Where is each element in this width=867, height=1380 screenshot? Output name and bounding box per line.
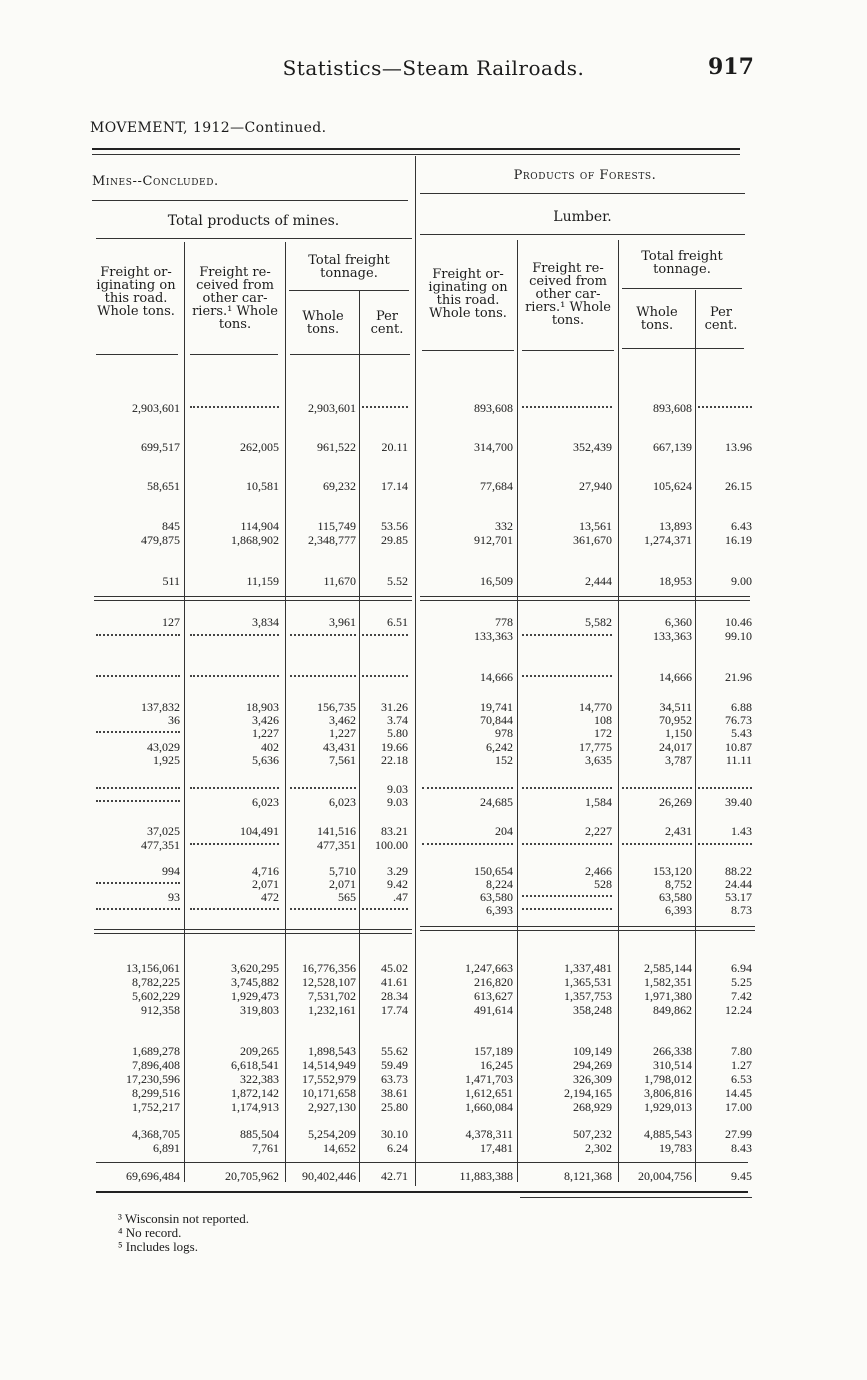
table-cell: 8,224: [486, 877, 513, 891]
table-cell: 5.52: [387, 574, 408, 588]
table-cell: 7,761: [252, 1141, 279, 1155]
leader-dots: [522, 891, 612, 897]
table-cell: 24,017: [659, 740, 692, 754]
table-cell: 310,514: [653, 1058, 692, 1072]
table-cell: 69,696,484: [126, 1169, 180, 1183]
table-cell: 12,528,107: [302, 975, 356, 989]
leader-dots: [190, 630, 279, 636]
table-cell: 6.88: [731, 700, 752, 714]
table-cell: 36: [168, 713, 180, 727]
table-cell: 13,561: [579, 519, 612, 533]
table-cell: 3,961: [329, 615, 356, 629]
table-cell: 137,832: [141, 700, 180, 714]
table-cell: 43,431: [323, 740, 356, 754]
table-cell: 6.94: [731, 961, 752, 975]
table-cell: 104,491: [240, 824, 279, 838]
group-heading-mines: Total products of mines.: [167, 213, 340, 229]
table-cell: 1,365,531: [564, 975, 612, 989]
table-cell: 153,120: [653, 864, 692, 878]
table-cell: 16.19: [725, 533, 752, 547]
table-cell: 3,806,816: [644, 1086, 692, 1100]
table-cell: 27,940: [579, 479, 612, 493]
table-cell: 141,516: [317, 824, 356, 838]
table-cell: 172: [594, 726, 612, 740]
table-cell: 99.10: [725, 629, 752, 643]
col-header-mines-total: Total freight tonnage.: [308, 253, 390, 281]
leader-dots: [190, 402, 279, 408]
table-cell: 17,775: [579, 740, 612, 754]
table-cell: 14,652: [323, 1141, 356, 1155]
table-cell: 778: [495, 615, 513, 629]
page-number: 917: [708, 54, 754, 80]
table-cell: 2,348,777: [308, 533, 356, 547]
table-cell: 18,903: [246, 700, 279, 714]
table-cell: 978: [495, 726, 513, 740]
leader-dots: [422, 839, 513, 845]
table-cell: 322,383: [240, 1072, 279, 1086]
running-title: Statistics—Steam Railroads.: [282, 56, 585, 80]
table-cell: 38.61: [381, 1086, 408, 1100]
leader-dots: [96, 727, 180, 733]
leader-dots: [290, 904, 356, 910]
table-cell: 7.80: [731, 1044, 752, 1058]
table-cell: 1,357,753: [564, 989, 612, 1003]
table-cell: 1,925: [153, 753, 180, 767]
table-cell: 10.87: [725, 740, 752, 754]
table-cell: 1,174,913: [231, 1100, 279, 1114]
leader-dots: [522, 783, 612, 789]
table-cell: 319,803: [240, 1003, 279, 1017]
table-cell: 3.74: [387, 713, 408, 727]
leader-dots: [422, 783, 513, 789]
table-cell: 5.43: [731, 726, 752, 740]
table-cell: 63,580: [659, 890, 692, 904]
table-cell: 1,929,013: [644, 1100, 692, 1114]
table-cell: 994: [162, 864, 180, 878]
table-cell: 83.21: [381, 824, 408, 838]
table-cell: 41.61: [381, 975, 408, 989]
table-cell: 6,618,541: [231, 1058, 279, 1072]
table-cell: 893,608: [653, 401, 692, 415]
table-cell: 8,121,368: [564, 1169, 612, 1183]
leader-dots: [622, 839, 692, 845]
table-cell: 114,904: [240, 519, 279, 533]
table-cell: 1,227: [329, 726, 356, 740]
table-cell: 14,666: [480, 670, 513, 684]
leader-dots: [522, 402, 612, 408]
table-cell: 2,585,144: [644, 961, 692, 975]
table-cell: 9.03: [387, 795, 408, 809]
table-cell: 209,265: [240, 1044, 279, 1058]
table-cell: 10,581: [246, 479, 279, 493]
leader-dots: [290, 630, 356, 636]
table-cell: 477,351: [141, 838, 180, 852]
table-cell: 352,439: [573, 440, 612, 454]
table-cell: 31.26: [381, 700, 408, 714]
table-cell: 17.74: [381, 1003, 408, 1017]
table-cell: 20.11: [381, 440, 408, 454]
table-cell: 19.66: [381, 740, 408, 754]
table-cell: 2,444: [585, 574, 612, 588]
table-cell: 5,710: [329, 864, 356, 878]
table-cell: 885,504: [240, 1127, 279, 1141]
table-cell: 1,872,142: [231, 1086, 279, 1100]
table-cell: .47: [393, 890, 408, 904]
table-cell: 6,360: [665, 615, 692, 629]
table-cell: 6,393: [665, 903, 692, 917]
table-cell: 1,971,380: [644, 989, 692, 1003]
table-cell: 849,862: [653, 1003, 692, 1017]
table-cell: 150,654: [474, 864, 513, 878]
table-cell: 20,004,756: [638, 1169, 692, 1183]
table-cell: 8,752: [665, 877, 692, 891]
table-cell: 16,776,356: [302, 961, 356, 975]
table-cell: 16,509: [480, 574, 513, 588]
table-cell: 156,735: [317, 700, 356, 714]
table-cell: 361,670: [573, 533, 612, 547]
table-cell: 1,471,703: [465, 1072, 513, 1086]
section-heading-mines: Mines--Concluded.: [92, 174, 219, 189]
table-cell: 4,378,311: [465, 1127, 513, 1141]
table-cell: 88.22: [725, 864, 752, 878]
table-cell: 1,584: [585, 795, 612, 809]
table-cell: 76.73: [725, 713, 752, 727]
table-cell: 14,666: [659, 670, 692, 684]
table-cell: 59.49: [381, 1058, 408, 1072]
leader-dots: [190, 783, 279, 789]
table-cell: 2,903,601: [308, 401, 356, 415]
table-cell: 3,426: [252, 713, 279, 727]
table-cell: 1,689,278: [132, 1044, 180, 1058]
table-cell: 70,952: [659, 713, 692, 727]
table-cell: 6,242: [486, 740, 513, 754]
table-cell: 63,580: [480, 890, 513, 904]
table-cell: 26,269: [659, 795, 692, 809]
table-cell: 69,232: [323, 479, 356, 493]
table-cell: 6,393: [486, 903, 513, 917]
table-cell: 11,159: [246, 574, 279, 588]
table-cell: 3,635: [585, 753, 612, 767]
col-header-lumber-whole: Whole tons.: [636, 305, 678, 333]
table-cell: 115,749: [317, 519, 356, 533]
table-cell: 26.15: [725, 479, 752, 493]
table-cell: 93: [168, 890, 180, 904]
table-cell: 565: [338, 890, 356, 904]
footnote-4: ⁴ No record.: [118, 1225, 182, 1240]
table-cell: 8,299,516: [132, 1086, 180, 1100]
col-header-lumber-total: Total freight tonnage.: [641, 249, 723, 277]
table-cell: 14.45: [725, 1086, 752, 1100]
table-cell: 7.42: [731, 989, 752, 1003]
table-cell: 1,752,217: [132, 1100, 180, 1114]
table-cell: 22.18: [381, 753, 408, 767]
table-cell: 2,927,130: [308, 1100, 356, 1114]
table-cell: 77,684: [480, 479, 513, 493]
table-cell: 4,716: [252, 864, 279, 878]
table-cell: 14,770: [579, 700, 612, 714]
table-cell: 18,953: [659, 574, 692, 588]
table-cell: 24,685: [480, 795, 513, 809]
table-cell: 10,171,658: [302, 1086, 356, 1100]
table-cell: 9.42: [387, 877, 408, 891]
table-cell: 667,139: [653, 440, 692, 454]
table-cell: 152: [495, 753, 513, 767]
table-cell: 1.27: [731, 1058, 752, 1072]
footnote-3: ³ Wisconsin not reported.: [118, 1211, 249, 1226]
leader-dots: [290, 783, 356, 789]
table-cell: 912,701: [474, 533, 513, 547]
table-cell: 216,820: [474, 975, 513, 989]
table-cell: 63.73: [381, 1072, 408, 1086]
col-header-lumber-received: Freight re- ceived from other car- riers.¹ Whole tons.: [525, 261, 611, 328]
table-cell: 511: [162, 574, 180, 588]
table-cell: 204: [495, 824, 513, 838]
table-cell: 10.46: [725, 615, 752, 629]
table-cell: 2,227: [585, 824, 612, 838]
table-cell: 17.00: [725, 1100, 752, 1114]
table-cell: 613,627: [474, 989, 513, 1003]
table-cell: 472: [261, 890, 279, 904]
table-cell: 13.96: [725, 440, 752, 454]
table-cell: 37,025: [147, 824, 180, 838]
table-cell: 5.25: [731, 975, 752, 989]
table-cell: 6.51: [387, 615, 408, 629]
table-cell: 266,338: [653, 1044, 692, 1058]
table-cell: 17,552,979: [302, 1072, 356, 1086]
table-cell: 332: [495, 519, 513, 533]
table-cell: 699,517: [141, 440, 180, 454]
table-cell: 1.43: [731, 824, 752, 838]
col-header-lumber-percent: Per cent.: [704, 305, 738, 333]
col-header-mines-originating: Freight or- iginating on this road. Whole tons.: [96, 265, 176, 319]
table-cell: 8.73: [731, 903, 752, 917]
table-cell: 24.44: [725, 877, 752, 891]
table-cell: 2,071: [252, 877, 279, 891]
footnote-5: ⁵ Includes logs.: [118, 1239, 198, 1254]
table-cell: 43,029: [147, 740, 180, 754]
leader-dots: [698, 783, 752, 789]
table-cell: 1,337,481: [564, 961, 612, 975]
table-cell: 17.14: [381, 479, 408, 493]
table-cell: 4,368,705: [132, 1127, 180, 1141]
table-cell: 34,511: [659, 700, 692, 714]
leader-dots: [362, 904, 408, 910]
table-cell: 1,898,543: [308, 1044, 356, 1058]
leader-dots: [290, 671, 356, 677]
table-cell: 2,903,601: [132, 401, 180, 415]
table-cell: 1,274,371: [644, 533, 692, 547]
table-cell: 19,741: [480, 700, 513, 714]
table-cell: 9.45: [731, 1169, 752, 1183]
col-header-lumber-originating: Freight or- iginating on this road. Whole tons.: [428, 267, 508, 321]
table-cell: 12.24: [725, 1003, 752, 1017]
table-cell: 845: [162, 519, 180, 533]
table-cell: 25.80: [381, 1100, 408, 1114]
table-cell: 133,363: [653, 629, 692, 643]
table-cell: 5,254,209: [308, 1127, 356, 1141]
table-cell: 8,782,225: [132, 975, 180, 989]
table-cell: 7,561: [329, 753, 356, 767]
table-cell: 58,651: [147, 479, 180, 493]
leader-dots: [96, 783, 180, 789]
table-cell: 961,522: [317, 440, 356, 454]
table-cell: 294,269: [573, 1058, 612, 1072]
table-cell: 3,462: [329, 713, 356, 727]
table-cell: 1,247,663: [465, 961, 513, 975]
table-cell: 1,798,012: [644, 1072, 692, 1086]
table-cell: 7,531,702: [308, 989, 356, 1003]
leader-dots: [190, 839, 279, 845]
table-cell: 6.53: [731, 1072, 752, 1086]
leader-dots: [622, 783, 692, 789]
table-cell: 13,893: [659, 519, 692, 533]
leader-dots: [190, 904, 279, 910]
table-cell: 2,071: [329, 877, 356, 891]
table-cell: 893,608: [474, 401, 513, 415]
table-cell: 358,248: [573, 1003, 612, 1017]
leader-dots: [362, 671, 408, 677]
table-cell: 2,302: [585, 1141, 612, 1155]
table-cell: 2,466: [585, 864, 612, 878]
table-cell: 45.02: [381, 961, 408, 975]
table-cell: 17,481: [480, 1141, 513, 1155]
table-cell: 268,929: [573, 1100, 612, 1114]
col-header-mines-percent: Per cent.: [370, 309, 404, 337]
table-cell: 1,660,084: [465, 1100, 513, 1114]
table-cell: 1,150: [665, 726, 692, 740]
table-subtitle: MOVEMENT, 1912—Continued.: [90, 120, 327, 136]
leader-dots: [96, 671, 180, 677]
table-cell: 314,700: [474, 440, 513, 454]
table-cell: 326,309: [573, 1072, 612, 1086]
table-cell: 1,612,651: [465, 1086, 513, 1100]
table-cell: 53.17: [725, 890, 752, 904]
table-cell: 1,582,351: [644, 975, 692, 989]
table-cell: 479,875: [141, 533, 180, 547]
table-cell: 133,363: [474, 629, 513, 643]
table-cell: 39.40: [725, 795, 752, 809]
table-cell: 6.43: [731, 519, 752, 533]
section-heading-forests: Products of Forests.: [513, 168, 657, 183]
table-cell: 55.62: [381, 1044, 408, 1058]
table-cell: 127: [162, 615, 180, 629]
table-cell: 20,705,962: [225, 1169, 279, 1183]
table-cell: 3.29: [387, 864, 408, 878]
table-cell: 1,868,902: [231, 533, 279, 547]
table-cell: 17,230,596: [126, 1072, 180, 1086]
table-cell: 5,636: [252, 753, 279, 767]
leader-dots: [522, 839, 612, 845]
leader-dots: [190, 671, 279, 677]
table-cell: 3,787: [665, 753, 692, 767]
table-cell: 528: [594, 877, 612, 891]
table-cell: 100.00: [375, 838, 408, 852]
table-cell: 42.71: [381, 1169, 408, 1183]
table-cell: 3,620,295: [231, 961, 279, 975]
table-cell: 13,156,061: [126, 961, 180, 975]
leader-dots: [362, 402, 408, 408]
table-cell: 912,358: [141, 1003, 180, 1017]
table-cell: 109,149: [573, 1044, 612, 1058]
leader-dots: [522, 671, 612, 677]
table-cell: 28.34: [381, 989, 408, 1003]
table-cell: 7,896,408: [132, 1058, 180, 1072]
table-cell: 70,844: [480, 713, 513, 727]
table-cell: 5,582: [585, 615, 612, 629]
table-cell: 477,351: [317, 838, 356, 852]
leader-dots: [96, 904, 180, 910]
leader-dots: [698, 402, 752, 408]
leader-dots: [362, 630, 408, 636]
table-cell: 1,227: [252, 726, 279, 740]
table-cell: 19,783: [659, 1141, 692, 1155]
leader-dots: [522, 630, 612, 636]
table-cell: 2,194,165: [564, 1086, 612, 1100]
table-cell: 402: [261, 740, 279, 754]
table-cell: 5.80: [387, 726, 408, 740]
table-cell: 11,670: [323, 574, 356, 588]
leader-dots: [96, 878, 180, 884]
table-cell: 1,929,473: [231, 989, 279, 1003]
table-cell: 262,005: [240, 440, 279, 454]
table-cell: 53.56: [381, 519, 408, 533]
table-cell: 6.24: [387, 1141, 408, 1155]
table-cell: 3,834: [252, 615, 279, 629]
table-cell: 14,514,949: [302, 1058, 356, 1072]
table-cell: 105,624: [653, 479, 692, 493]
leader-dots: [96, 630, 180, 636]
leader-dots: [698, 839, 752, 845]
table-cell: 157,189: [474, 1044, 513, 1058]
table-cell: 4,885,543: [644, 1127, 692, 1141]
table-cell: 16,245: [480, 1058, 513, 1072]
table-cell: 6,023: [329, 795, 356, 809]
table-cell: 108: [594, 713, 612, 727]
table-cell: 21.96: [725, 670, 752, 684]
table-cell: 9.00: [731, 574, 752, 588]
table-cell: 2,431: [665, 824, 692, 838]
table-cell: 27.99: [725, 1127, 752, 1141]
table-cell: 29.85: [381, 533, 408, 547]
col-header-mines-whole: Whole tons.: [302, 309, 344, 337]
table-cell: 9.03: [387, 782, 408, 796]
table-cell: 90,402,446: [302, 1169, 356, 1183]
table-cell: 491,614: [474, 1003, 513, 1017]
table-cell: 5,602,229: [132, 989, 180, 1003]
table-cell: 8.43: [731, 1141, 752, 1155]
col-header-mines-received: Freight re- ceived from other car- riers.¹ Whole tons.: [192, 265, 278, 332]
table-cell: 507,232: [573, 1127, 612, 1141]
leader-dots: [96, 796, 180, 802]
group-heading-lumber: Lumber.: [553, 209, 612, 225]
table-cell: 6,891: [153, 1141, 180, 1155]
table-cell: 11.11: [725, 753, 752, 767]
table-cell: 30.10: [381, 1127, 408, 1141]
leader-dots: [522, 904, 612, 910]
table-cell: 11,883,388: [459, 1169, 513, 1183]
table-cell: 6,023: [252, 795, 279, 809]
table-cell: 3,745,882: [231, 975, 279, 989]
table-cell: 1,232,161: [308, 1003, 356, 1017]
